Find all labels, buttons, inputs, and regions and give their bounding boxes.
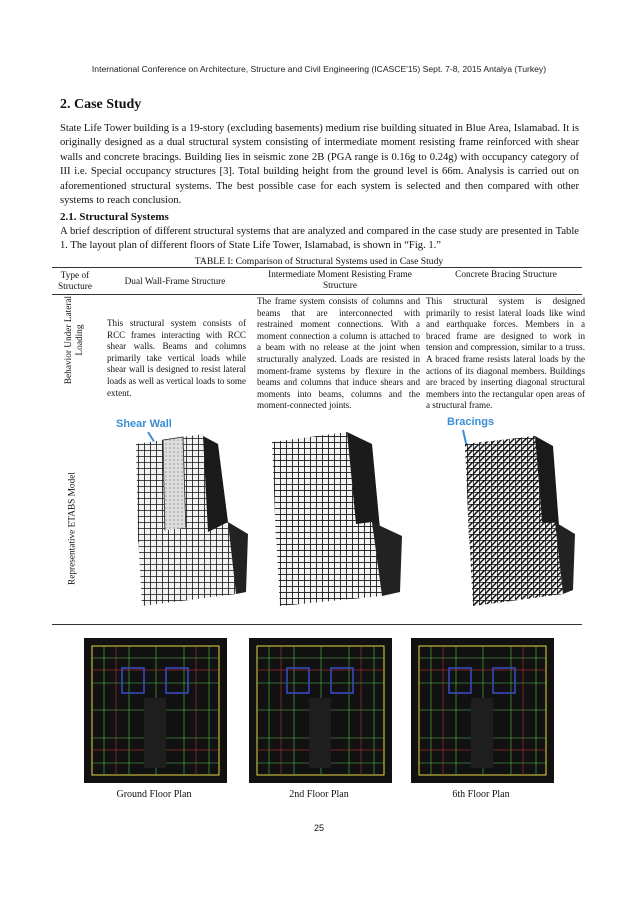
shear-wall-tag: Shear Wall bbox=[116, 418, 172, 430]
conference-header: International Conference on Architecture, Structure and Civil Engineering (ICASCE'15) Sept. 7-8, 2015 Antalya (Turkey) bbox=[91, 64, 547, 74]
row-label-behavior bbox=[64, 281, 86, 399]
row-label-etabs-model bbox=[68, 464, 79, 594]
header-moment-frame: Intermediate Moment Resisting Frame Structure bbox=[268, 270, 412, 291]
section-title: 2. Case Study bbox=[60, 97, 142, 112]
etabs-model-dual-wall bbox=[108, 414, 260, 614]
header-dual-wall-frame: Dual Wall-Frame Structure bbox=[124, 277, 226, 287]
structural-systems-paragraph: A brief description of different structural systems that are analyzed and compared in the case study are presented in Table 1. The layout plan of different floors of State Life Tower, Islamabad, is shown in “Fig. 1.” bbox=[60, 226, 579, 252]
plan-label-6th: 6th Floor Plan bbox=[452, 789, 510, 800]
row-label-behavior-text: Behavior Under Lateral Loading bbox=[64, 295, 85, 385]
sixth-floor-plan-image bbox=[411, 638, 554, 783]
table-header-rule bbox=[52, 294, 582, 295]
case-study-paragraph: State Life Tower building is a 19-story (excluding basements) medium rise building situated in Blue Area, Islamabad. It is originally designed as a dual structural system consisting of intermediate moment resisting frame reinforced with shear walls and concrete bracings. Building lies in seismic zone 2B (PGA range is 0.16g to 0.24g) with occupancy category of III i.e. Special occupancy structures [3]. Total building height from the ground level is 66m. Analysis is carried out on aforementioned structural systems. The best possible case for each system is selected and then compared with other systems to reach conclusion. bbox=[60, 123, 579, 207]
cell-moment-frame-behavior: The frame system consists of columns and beams that are interconnected with restrained moment connections. With a moment connection a column is attached to a beam with no release at the joint when structurally analyzed. Loads are resisted in moment-frame systems by flexure in the beams and columns that induce shears and moments into beams, columns and the moment-connected joints. bbox=[257, 296, 420, 411]
bracing-building-image bbox=[425, 414, 585, 614]
second-floor-plan-image bbox=[249, 638, 392, 783]
moment-frame-building-image bbox=[262, 424, 417, 614]
table-bottom-rule bbox=[52, 624, 582, 625]
row-label-etabs-text: Representative ETABS Model bbox=[67, 472, 78, 585]
ground-floor-plan-image bbox=[84, 638, 227, 783]
etabs-model-moment-frame bbox=[262, 424, 417, 614]
sixth-floor-plan bbox=[411, 638, 554, 783]
table-top-rule bbox=[52, 267, 582, 268]
ground-floor-plan bbox=[84, 638, 227, 783]
plan-label-2nd: 2nd Floor Plan bbox=[289, 789, 349, 800]
dual-wall-building-image bbox=[108, 414, 260, 614]
etabs-model-bracing bbox=[425, 414, 585, 614]
header-type-of-structure: Type of Structure bbox=[57, 271, 93, 292]
plan-label-ground: Ground Floor Plan bbox=[116, 789, 192, 800]
page-number: 25 bbox=[313, 823, 324, 833]
cell-bracing-behavior: This structural system is designed primarily to resist lateral loads like wind and earthquake forces. Members in a braced frame are designed to work in tension and compression, similar to a truss. A braced frame resists lateral loads by the actions of its diagonal members. Buildings are braced by inserting diagonal structural members into the rectangular open areas of a structural frame. bbox=[426, 296, 585, 411]
header-concrete-bracing: Concrete Bracing Structure bbox=[455, 270, 557, 280]
cell-dual-wall-behavior: This structural system consists of RCC frames interacting with RCC shear walls. Beams and columns primarily take vertical loads while shear wall is designed to resist lateral loads as well as vertical loads to some extent. bbox=[107, 318, 246, 398]
second-floor-plan bbox=[249, 638, 392, 783]
subsection-title: 2.1. Structural Systems bbox=[60, 211, 169, 223]
table-caption: TABLE I: Comparison of Structural Systems used in Case Study bbox=[194, 256, 444, 267]
bracings-tag: Bracings bbox=[447, 416, 495, 428]
